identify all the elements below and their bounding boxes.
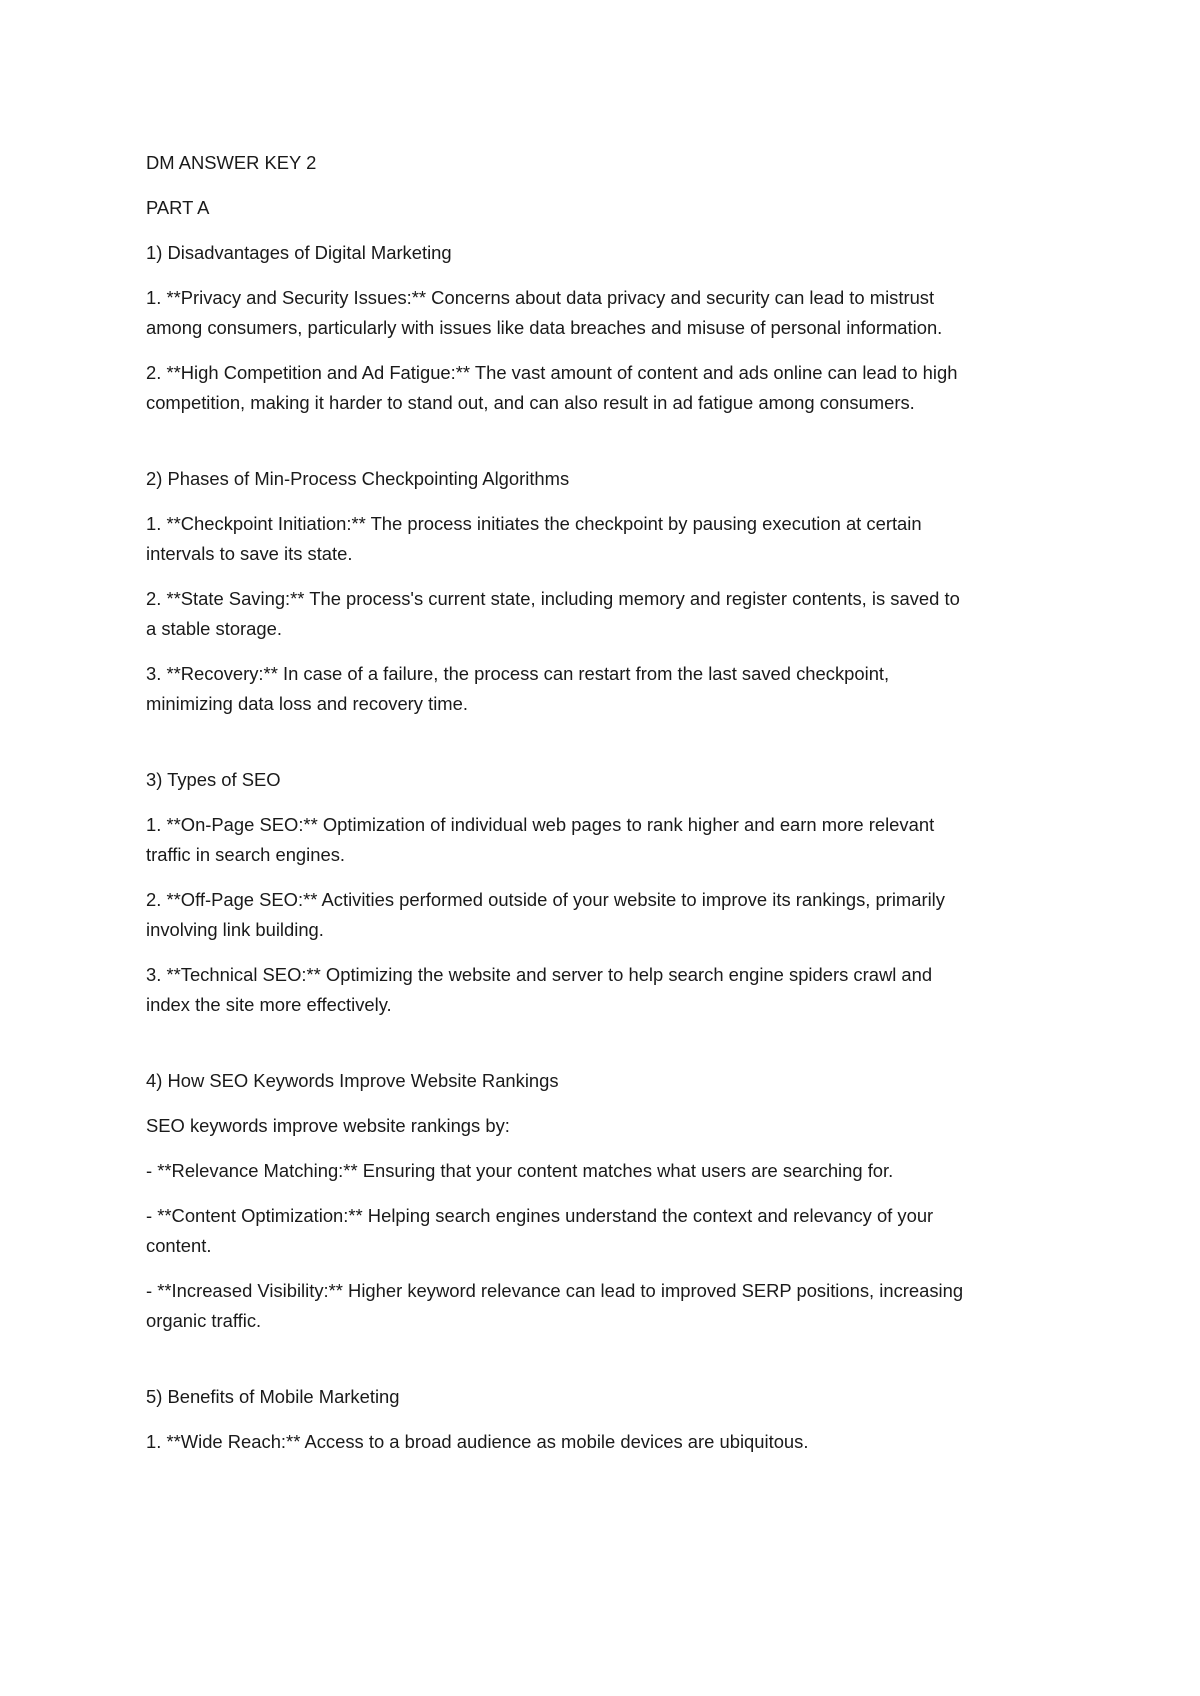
list-item-line: a stable storage. <box>146 618 282 639</box>
list-item-line: index the site more effectively. <box>146 994 392 1015</box>
list-item-line: 1. **Privacy and Security Issues:** Concerns about data privacy and security can lead to mistrust <box>146 287 935 308</box>
list-item-line: 3. **Recovery:** In case of a failure, the process can restart from the last saved checkpoint, <box>146 663 890 684</box>
section-intro: SEO keywords improve website rankings by: <box>146 1115 510 1136</box>
list-item-line: involving link building. <box>146 919 324 940</box>
document-title: DM ANSWER KEY 2 <box>146 152 317 173</box>
section-heading: 4) How SEO Keywords Improve Website Rankings <box>146 1070 559 1091</box>
list-item <box>146 358 1066 418</box>
list-item-line: 2. **Off-Page SEO:** Activities performed outside of your website to improve its rankings, primarily <box>146 889 945 910</box>
list-item-line: 1. **Checkpoint Initiation:** The process initiates the checkpoint by pausing execution at certain <box>146 513 922 534</box>
section-spacer <box>146 1035 1066 1066</box>
list-item-line: intervals to save its state. <box>146 543 353 564</box>
list-item <box>146 1201 1066 1261</box>
section-heading: 5) Benefits of Mobile Marketing <box>146 1386 400 1407</box>
list-item-line: content. <box>146 1235 212 1256</box>
list-item <box>146 584 1066 644</box>
list-item-line: 3. **Technical SEO:** Optimizing the website and server to help search engine spiders crawl and <box>146 964 933 985</box>
section-spacer <box>146 1351 1066 1382</box>
list-item <box>146 960 1066 1020</box>
section-heading: 2) Phases of Min-Process Checkpointing Algorithms <box>146 468 570 489</box>
section-spacer <box>146 734 1066 765</box>
list-item-line: - **Relevance Matching:** Ensuring that your content matches what users are searching for. <box>146 1160 894 1181</box>
list-item-line: 1. **On-Page SEO:** Optimization of individual web pages to rank higher and earn more relevant <box>146 814 935 835</box>
section-spacer <box>146 433 1066 464</box>
list-item <box>146 509 1066 569</box>
list-item-line: competition, making it harder to stand out, and can also result in ad fatigue among consumers. <box>146 392 915 413</box>
list-item-line: 2. **State Saving:** The process's current state, including memory and register contents, is saved to <box>146 588 960 609</box>
list-item <box>146 1276 1066 1336</box>
list-item <box>146 810 1066 870</box>
part-heading: PART A <box>146 197 210 218</box>
section-heading: 1) Disadvantages of Digital Marketing <box>146 242 452 263</box>
list-item <box>146 885 1066 945</box>
list-item <box>146 1427 1066 1457</box>
list-item-line: among consumers, particularly with issues like data breaches and misuse of personal information. <box>146 317 943 338</box>
list-item <box>146 283 1066 343</box>
list-item-line: minimizing data loss and recovery time. <box>146 693 468 714</box>
list-item-line: organic traffic. <box>146 1310 262 1331</box>
section-heading: 3) Types of SEO <box>146 769 281 790</box>
list-item <box>146 1156 1066 1186</box>
list-item <box>146 659 1066 719</box>
list-item-line: - **Content Optimization:** Helping search engines understand the context and relevancy of your <box>146 1205 934 1226</box>
list-item-line: 1. **Wide Reach:** Access to a broad audience as mobile devices are ubiquitous. <box>146 1431 809 1452</box>
list-item-line: traffic in search engines. <box>146 844 346 865</box>
list-item-line: 2. **High Competition and Ad Fatigue:** The vast amount of content and ads online can lead to high <box>146 362 958 383</box>
document-body <box>146 148 1066 1472</box>
list-item-line: - **Increased Visibility:** Higher keyword relevance can lead to improved SERP positions, increasing <box>146 1280 964 1301</box>
